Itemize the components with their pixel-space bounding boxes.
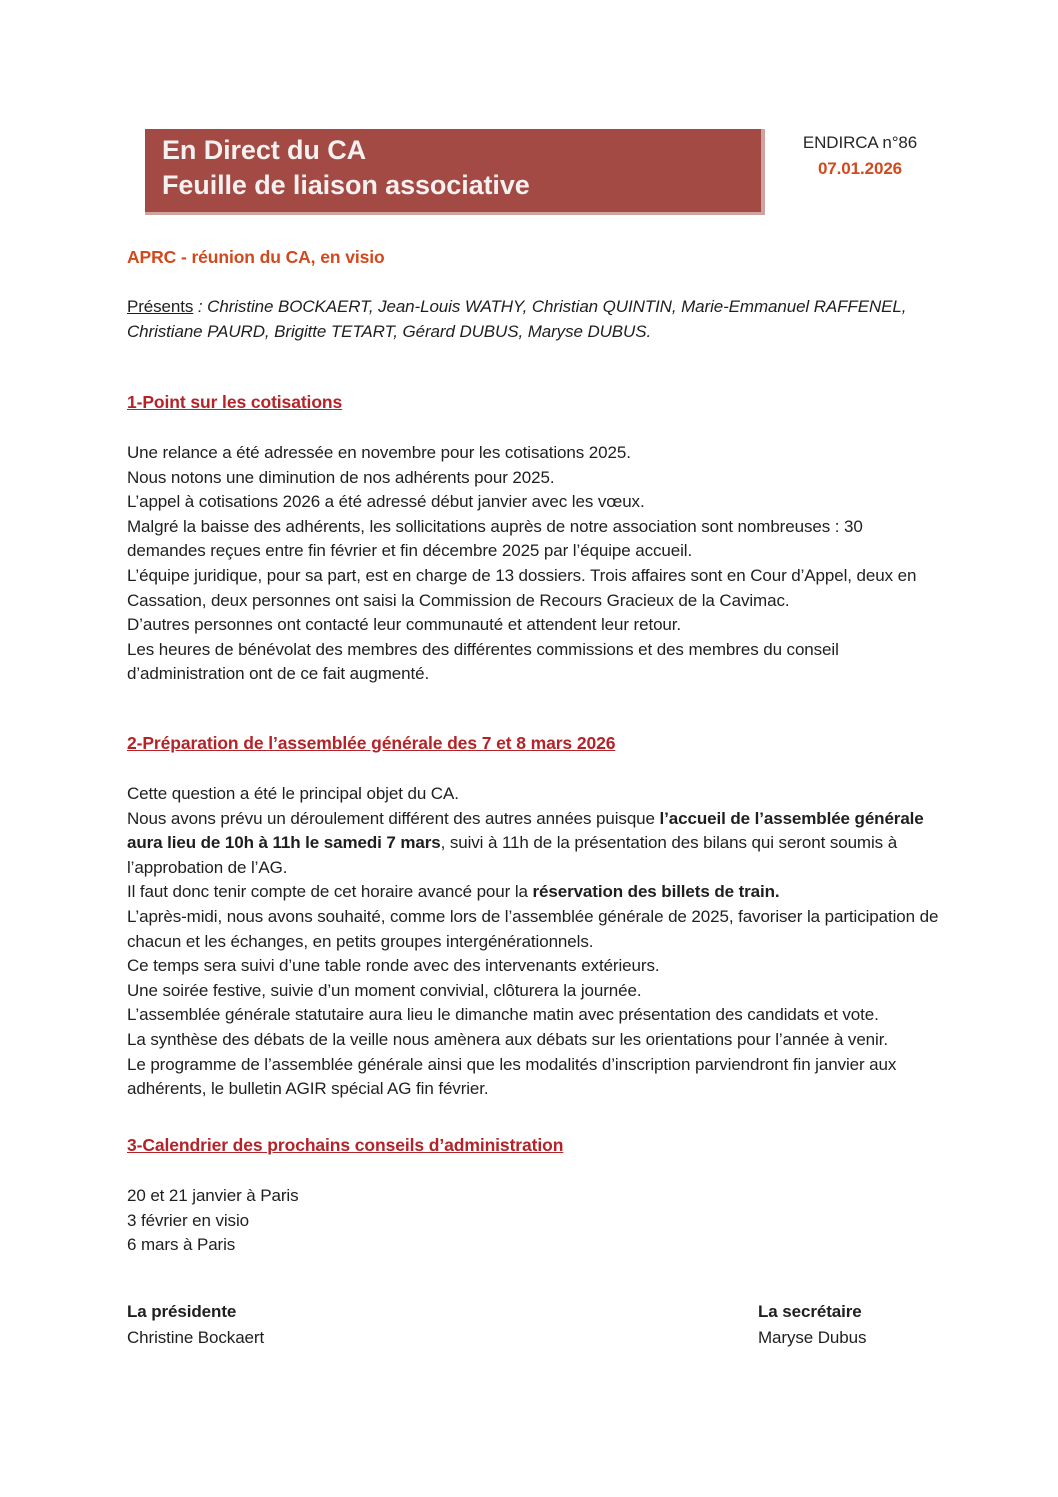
text-run: 6 mars à Paris [127, 1235, 236, 1255]
section-body-calendrier [127, 1184, 945, 1258]
text-run: l’accueil de l’assemblée générale aura lieu de 10h à 11h le samedi 7 mars [127, 808, 924, 853]
paragraph [127, 1209, 945, 1234]
paragraph [127, 1003, 945, 1028]
issue-block [788, 130, 932, 182]
issue-date: 07.01.2026 [817, 159, 903, 178]
section-body-assemblee-generale [127, 782, 945, 1102]
paragraph [127, 880, 945, 905]
president-name: Christine Bockaert [127, 1327, 265, 1347]
text-run: Nous notons une diminution de nos adhérents pour 2025. [127, 467, 555, 487]
paragraph [127, 441, 945, 466]
paragraph [127, 979, 945, 1004]
paragraph [127, 1184, 945, 1209]
paragraph [127, 807, 945, 881]
paragraph [127, 613, 945, 638]
text-run: L’après-midi, nous avons souhaité, comme lors de l’assemblée générale de 2025, favoriser la participation de chacun et les échanges, en petits groupes intergénérationnels. [127, 906, 939, 951]
paragraph [127, 1028, 945, 1053]
attendees-paragraph [127, 295, 945, 344]
attendees-names: : Christine BOCKAERT, Jean-Louis WATHY, Christian QUINTIN, Marie-Emmanuel RAFFENEL, Christiane PAURD, Brigitte TETART, Gérard DUBUS, Maryse DUBUS. [127, 297, 907, 341]
text-run: 3 février en visio [127, 1210, 249, 1230]
text-run: D’autres personnes ont contacté leur communauté et attendent leur retour. [127, 615, 682, 635]
text-run: Ce temps sera suivi d’une table ronde avec des intervenants extérieurs. [127, 956, 660, 976]
text-run: Il faut donc tenir compte de cet horaire avancé pour la [127, 882, 533, 902]
newsletter-banner [145, 129, 765, 215]
text-run: L’équipe juridique, pour sa part, est en charge de 13 dossiers. Trois affaires sont en Cour d’Appel, deux en Cassation, deux personnes ont saisi la Commission de Recours Gracieux de la Cavimac. [127, 565, 917, 610]
text-run: Nous avons prévu un déroulement différent des autres années puisque [127, 808, 660, 828]
issue-number: ENDIRCA n°86 [802, 133, 918, 152]
text-run: La synthèse des débats de la veille nous amènera aux débats sur les orientations pour l’année à venir. [127, 1029, 888, 1049]
paragraph [127, 782, 945, 807]
paragraph [127, 490, 945, 515]
text-run: Malgré la baisse des adhérents, les sollicitations auprès de notre association sont nombreuses : 30 demandes reçues entre fin février et fin décembre 2025 par l’équipe accueil. [127, 516, 863, 561]
banner-title-line2: Feuille de liaison associative [162, 170, 530, 200]
paragraph [127, 638, 945, 687]
text-run: Cette question a été le principal objet du CA. [127, 784, 459, 803]
text-run: L’appel à cotisations 2026 a été adressé début janvier avec les vœux. [127, 492, 645, 512]
text-run: réservation des billets de train. [532, 882, 780, 902]
section-heading-calendrier: 3-Calendrier des prochains conseils d’administration [127, 1135, 564, 1155]
attendees-label: Présents [127, 297, 194, 316]
section-heading-cotisations: 1-Point sur les cotisations [127, 392, 343, 412]
secretary-role: La secrétaire [758, 1302, 862, 1321]
text-run: L’assemblée générale statutaire aura lieu le dimanche matin avec présentation des candidats et vote. [127, 1005, 879, 1025]
paragraph [127, 466, 945, 491]
banner-title-line1: En Direct du CA [162, 135, 367, 165]
paragraph [127, 1053, 945, 1102]
text-run: , suivi à 11h de la présentation des bilans qui seront soumis à l’approbation de l’AG. [127, 833, 898, 877]
text-run: 20 et 21 janvier à Paris [127, 1186, 299, 1205]
signature-secretary [758, 1299, 866, 1350]
paragraph [127, 954, 945, 979]
section-heading-assemblee-generale: 2-Préparation de l’assemblée générale des 7 et 8 mars 2026 [127, 733, 616, 753]
document-title: APRC - réunion du CA, en visio [127, 247, 385, 267]
text-run: Une soirée festive, suivie d’un moment convivial, clôturera la journée. [127, 980, 642, 1000]
text-run: Une relance a été adressée en novembre pour les cotisations 2025. [127, 443, 631, 462]
president-role: La présidente [127, 1302, 237, 1321]
paragraph [127, 905, 945, 954]
paragraph [127, 1233, 945, 1258]
text-run: Le programme de l’assemblée générale ainsi que les modalités d’inscription parviendront fin janvier aux adhérents, le bulletin AGIR spécial AG fin février. [127, 1054, 897, 1099]
paragraph [127, 564, 945, 613]
paragraph [127, 515, 945, 564]
section-body-cotisations [127, 441, 945, 687]
signature-president [127, 1299, 264, 1350]
text-run: Les heures de bénévolat des membres des différentes commissions et des membres du conseil d’administration ont de ce fait augmenté. [127, 639, 839, 684]
secretary-name: Maryse Dubus [758, 1327, 867, 1347]
